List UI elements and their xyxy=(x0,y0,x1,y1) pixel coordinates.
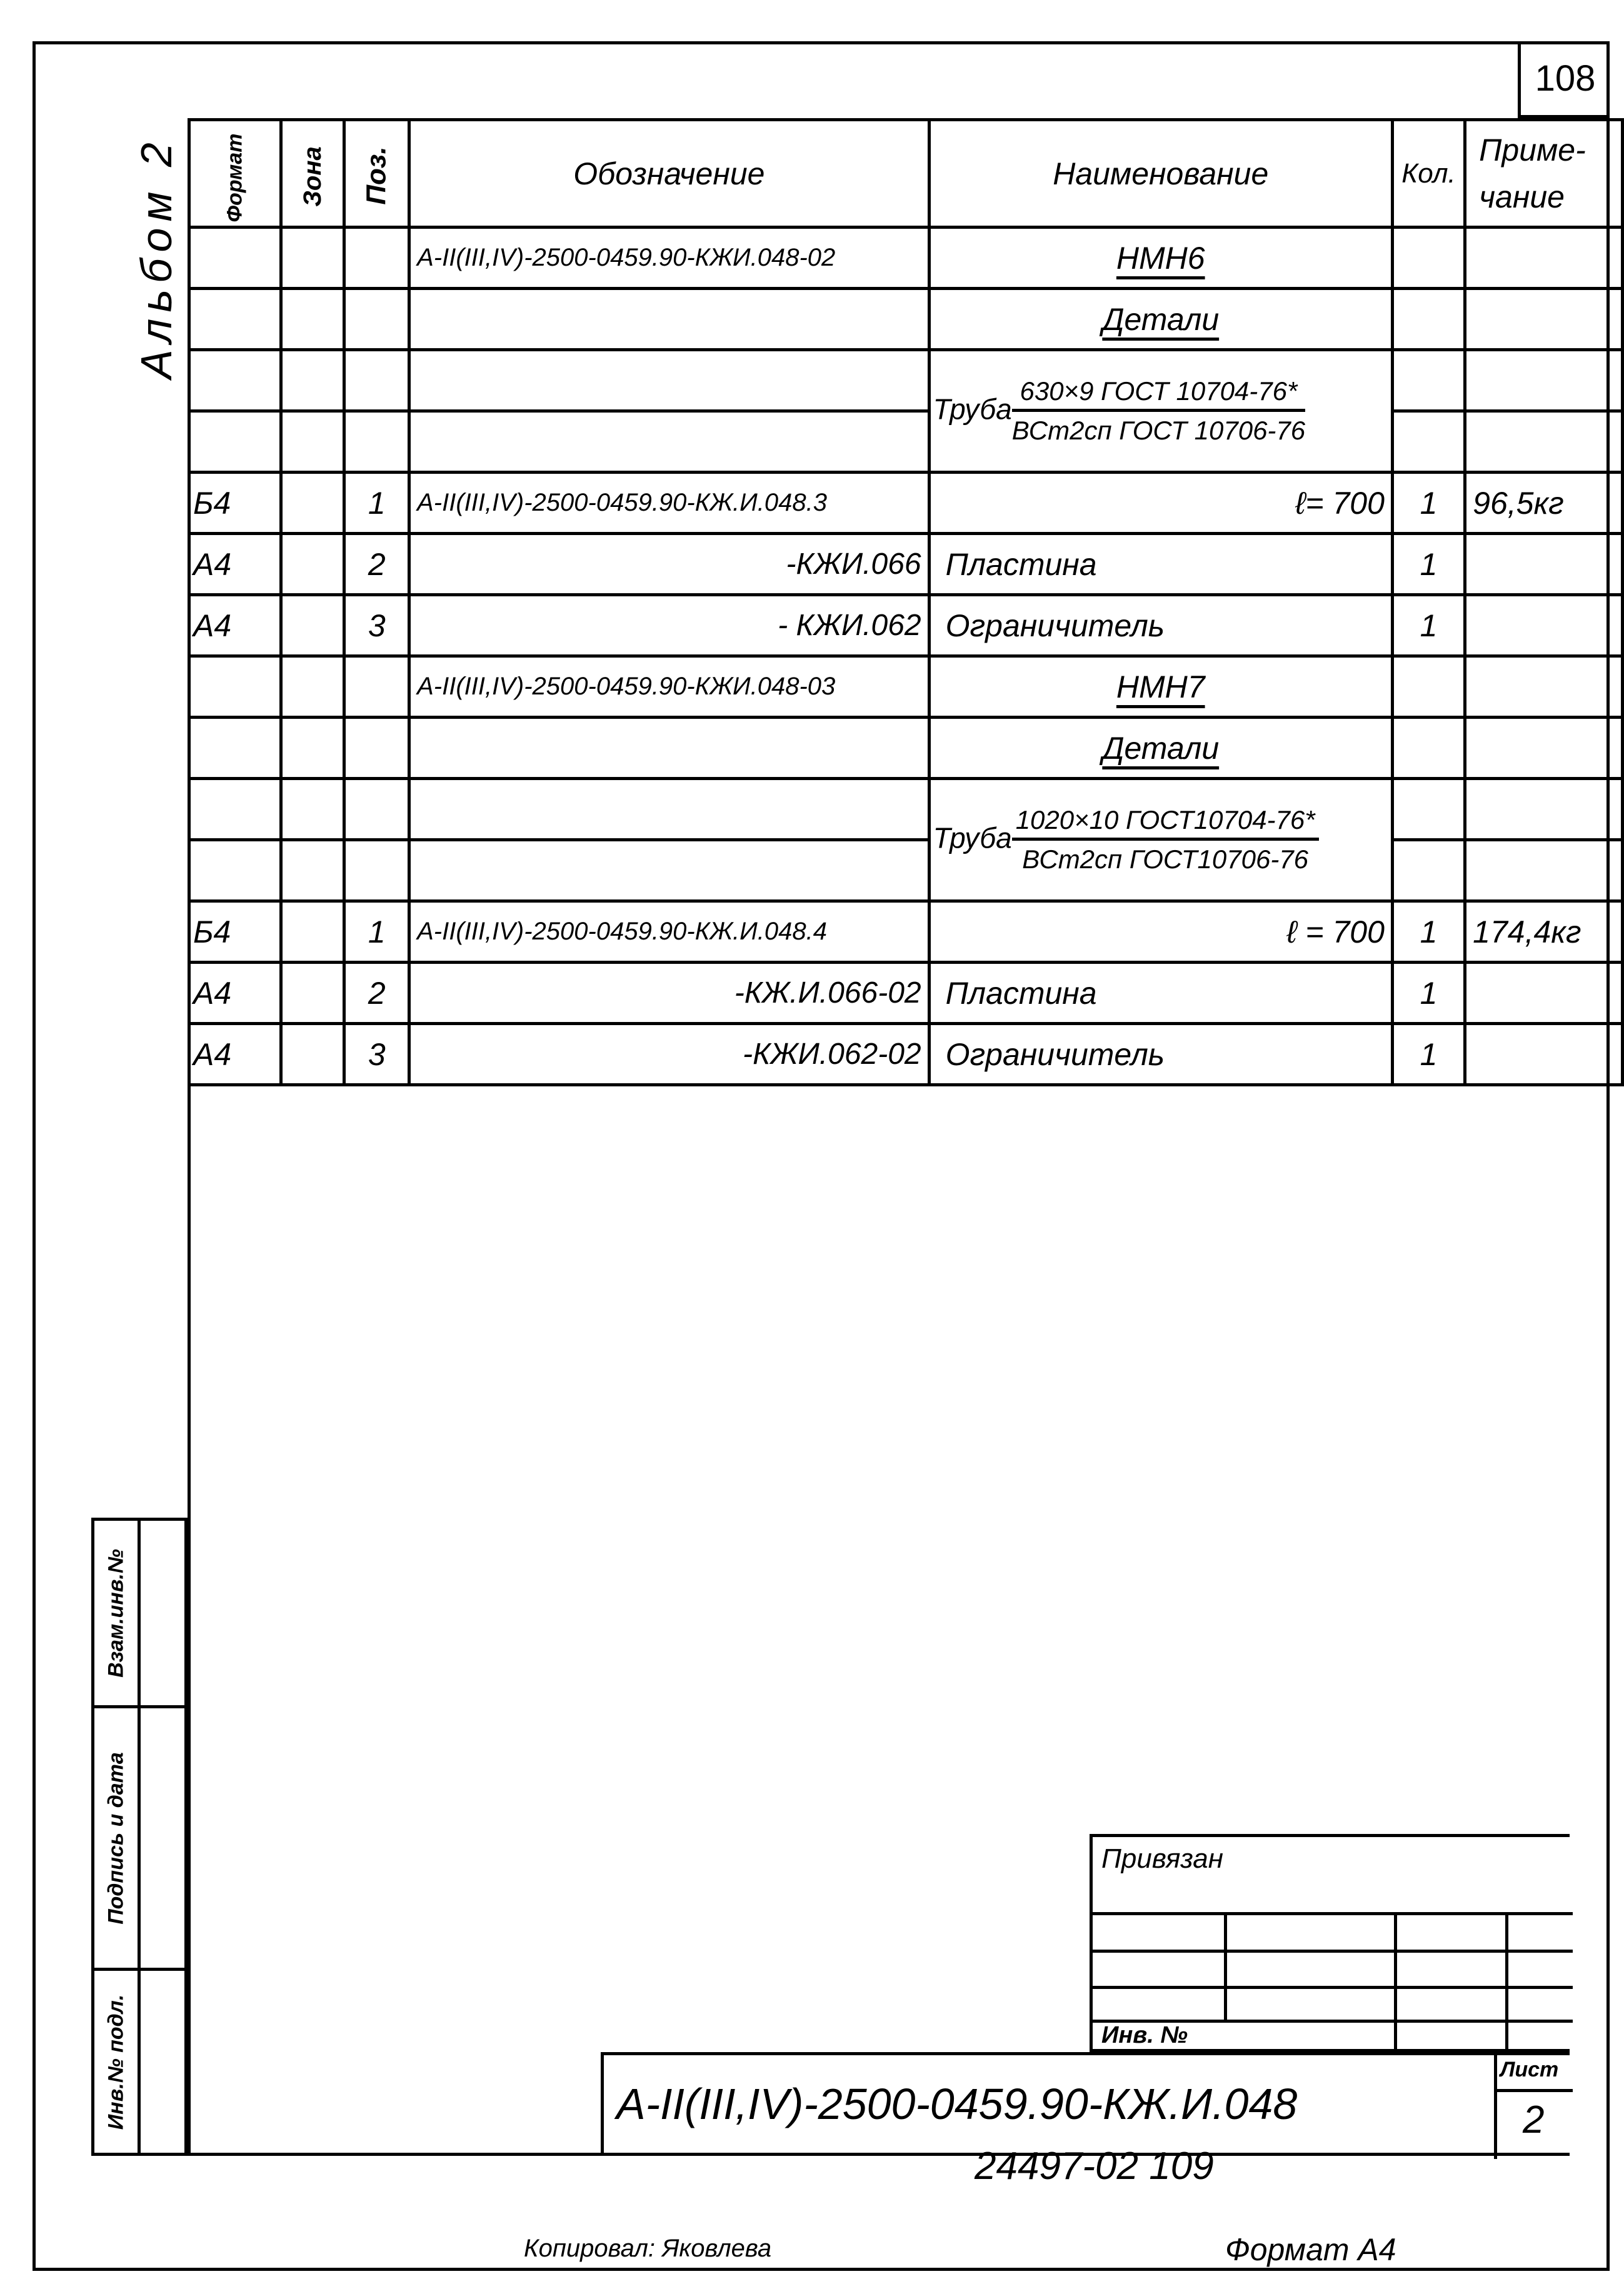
main-title-box xyxy=(601,2052,1570,2156)
pipe-spec-fraction xyxy=(1012,376,1305,446)
qty-cell: 1 xyxy=(1392,595,1465,656)
format-cell: Б4 xyxy=(189,473,281,534)
format-cell: А4 xyxy=(189,534,281,595)
header-note: Приме-чание xyxy=(1465,120,1623,228)
section-heading: НМН7 xyxy=(1116,669,1205,704)
qty-cell xyxy=(1392,718,1465,779)
original-inv-label xyxy=(94,1971,141,2153)
zone-cell xyxy=(281,350,344,411)
zone-cell xyxy=(281,595,344,656)
page-number: 108 xyxy=(1518,41,1610,118)
header-pos-text: Поз. xyxy=(361,146,392,205)
note-cell: 174,4кг xyxy=(1465,901,1623,963)
format-cell xyxy=(189,289,281,350)
note-cell xyxy=(1465,411,1623,473)
table-header-row xyxy=(189,120,1623,228)
header-format-text: Формат xyxy=(223,133,247,222)
name-cell xyxy=(929,228,1392,289)
note-cell xyxy=(1465,718,1623,779)
table-row xyxy=(189,411,1623,473)
header-zone xyxy=(281,120,344,228)
qty-cell xyxy=(1392,350,1465,411)
pipe-size-standard: 1020×10 ГОСТ10704-76* xyxy=(1012,805,1319,841)
album-label xyxy=(125,133,188,383)
designation-cell xyxy=(409,411,930,473)
qty-cell xyxy=(1392,656,1465,718)
format-cell xyxy=(189,718,281,779)
sheet-number: 2 xyxy=(1523,2098,1545,2141)
note-cell xyxy=(1465,595,1623,656)
qty-cell: 1 xyxy=(1392,901,1465,963)
table-row xyxy=(189,718,1623,779)
designation-cell: -КЖИ.066 xyxy=(409,534,930,595)
note-cell xyxy=(1465,656,1623,718)
zone-cell xyxy=(281,840,344,901)
zone-cell xyxy=(281,656,344,718)
table-row xyxy=(189,289,1623,350)
qty-cell xyxy=(1392,289,1465,350)
pos-cell: 2 xyxy=(344,534,409,595)
qty-cell: 1 xyxy=(1392,1024,1465,1085)
note-cell xyxy=(1465,840,1623,901)
pos-cell: 1 xyxy=(344,901,409,963)
format-cell: А4 xyxy=(189,963,281,1024)
note-cell xyxy=(1465,1024,1623,1085)
name-cell: Ограничитель xyxy=(929,1024,1392,1085)
header-designation: Обозначение xyxy=(409,120,930,228)
name-cell: ℓ= 700 xyxy=(929,473,1392,534)
replacement-inv-field xyxy=(141,1521,184,1708)
pos-cell xyxy=(344,779,409,840)
zone-cell xyxy=(281,718,344,779)
zone-cell xyxy=(281,1024,344,1085)
name-cell xyxy=(929,350,1392,473)
note-cell: 96,5кг xyxy=(1465,473,1623,534)
designation-cell: -КЖ.И.066-02 xyxy=(409,963,930,1024)
bottom-rule xyxy=(188,2153,601,2156)
linked-block xyxy=(1090,1834,1570,2052)
replacement-inv-text: Взам.инв.№ xyxy=(104,1548,128,1678)
name-cell xyxy=(929,718,1392,779)
name-cell xyxy=(929,656,1392,718)
note-cell xyxy=(1465,350,1623,411)
format-cell: Б4 xyxy=(189,901,281,963)
pos-cell xyxy=(344,656,409,718)
section-heading: Детали xyxy=(1102,730,1220,766)
table-row xyxy=(189,779,1623,840)
archive-number: 24497-02 109 xyxy=(975,2145,1214,2188)
pipe-spec-fraction xyxy=(1012,805,1319,874)
binding-strip xyxy=(91,1518,188,2156)
name-cell: ℓ = 700 xyxy=(929,901,1392,963)
signature-date-text: Подпись и дата xyxy=(104,1751,128,1925)
qty-cell: 1 xyxy=(1392,534,1465,595)
pipe-size-standard: 630×9 ГОСТ 10704-76* xyxy=(1012,376,1305,412)
designation-cell: А-II(III,IV)-2500-0459.90-КЖ.И.048.4 xyxy=(409,901,930,963)
zone-cell xyxy=(281,289,344,350)
note-cell xyxy=(1465,963,1623,1024)
zone-cell xyxy=(281,411,344,473)
format-cell: А4 xyxy=(189,595,281,656)
section-heading: Детали xyxy=(1102,301,1220,337)
note-cell xyxy=(1465,779,1623,840)
qty-cell: 1 xyxy=(1392,473,1465,534)
header-format xyxy=(189,120,281,228)
qty-cell: 1 xyxy=(1392,963,1465,1024)
pipe-material-standard: ВСт2сп ГОСТ 10706-76 xyxy=(1011,416,1306,445)
header-zone-text: Зона xyxy=(298,146,326,207)
name-cell xyxy=(929,779,1392,901)
zone-cell xyxy=(281,963,344,1024)
name-cell xyxy=(929,289,1392,350)
pos-cell: 2 xyxy=(344,963,409,1024)
pos-cell: 3 xyxy=(344,1024,409,1085)
table-row xyxy=(189,963,1623,1024)
linked-label: Привязан xyxy=(1101,1843,1223,1874)
qty-cell xyxy=(1392,840,1465,901)
table-body xyxy=(189,228,1623,1085)
designation-cell xyxy=(409,840,930,901)
sheet-label: Лист xyxy=(1500,2058,1559,2081)
qty-cell xyxy=(1392,228,1465,289)
body-left-border xyxy=(188,1086,191,2156)
zone-cell xyxy=(281,473,344,534)
signature-date-field xyxy=(141,1708,184,1971)
designation-cell xyxy=(409,779,930,840)
pos-cell xyxy=(344,411,409,473)
pipe-material-standard: ВСт2сп ГОСТ10706-76 xyxy=(1022,844,1309,874)
designation-cell xyxy=(409,289,930,350)
pos-cell xyxy=(344,718,409,779)
header-name: Наименование xyxy=(929,120,1392,228)
designation-cell: А-II(III,IV)-2500-0459.90-КЖИ.048-03 xyxy=(409,656,930,718)
format-cell xyxy=(189,411,281,473)
name-cell: Ограничитель xyxy=(929,595,1392,656)
replacement-inv-label xyxy=(94,1521,141,1708)
note-cell xyxy=(1465,228,1623,289)
pos-cell xyxy=(344,840,409,901)
specification-table xyxy=(188,118,1624,1086)
format-label: Формат А4 xyxy=(1225,2232,1396,2267)
format-cell xyxy=(189,779,281,840)
table-row xyxy=(189,1024,1623,1085)
qty-cell xyxy=(1392,779,1465,840)
name-cell: Пластина xyxy=(929,534,1392,595)
table-row xyxy=(189,840,1623,901)
format-cell xyxy=(189,228,281,289)
table-row xyxy=(189,473,1623,534)
table-row xyxy=(189,595,1623,656)
pos-cell: 1 xyxy=(344,473,409,534)
name-cell: Пластина xyxy=(929,963,1392,1024)
header-pos xyxy=(344,120,409,228)
section-heading: НМН6 xyxy=(1116,240,1205,276)
pos-cell xyxy=(344,350,409,411)
table-row xyxy=(189,228,1623,289)
pipe-label: Труба xyxy=(933,821,1012,854)
zone-cell xyxy=(281,228,344,289)
pipe-label: Труба xyxy=(933,393,1012,426)
pos-cell xyxy=(344,289,409,350)
table-row xyxy=(189,534,1623,595)
pos-cell: 3 xyxy=(344,595,409,656)
document-code: А-II(III,IV)-2500-0459.90-КЖ.И.048 xyxy=(616,2080,1298,2128)
qty-cell xyxy=(1392,411,1465,473)
designation-cell xyxy=(409,350,930,411)
album-label-text: Альбом 2 xyxy=(132,136,181,379)
format-cell xyxy=(189,656,281,718)
pos-cell xyxy=(344,228,409,289)
table-row xyxy=(189,901,1623,963)
zone-cell xyxy=(281,534,344,595)
copied-by: Копировал: Яковлева xyxy=(524,2235,772,2262)
format-cell: А4 xyxy=(189,1024,281,1085)
table-row xyxy=(189,656,1623,718)
zone-cell xyxy=(281,901,344,963)
designation-cell: -КЖИ.062-02 xyxy=(409,1024,930,1085)
designation-cell: А-II(III,IV)-2500-0459.90-КЖИ.048-02 xyxy=(409,228,930,289)
table-row xyxy=(189,350,1623,411)
designation-cell: - КЖИ.062 xyxy=(409,595,930,656)
header-qty: Кол. xyxy=(1392,120,1465,228)
format-cell xyxy=(189,840,281,901)
inv-label: Инв. № xyxy=(1101,2022,1188,2048)
designation-cell: А-II(III,IV)-2500-0459.90-КЖ.И.048.3 xyxy=(409,473,930,534)
signature-date-label xyxy=(94,1708,141,1971)
zone-cell xyxy=(281,779,344,840)
designation-cell xyxy=(409,718,930,779)
note-cell xyxy=(1465,534,1623,595)
note-cell xyxy=(1465,289,1623,350)
format-cell xyxy=(189,350,281,411)
original-inv-text: Инв.№ подл. xyxy=(104,1994,128,2130)
